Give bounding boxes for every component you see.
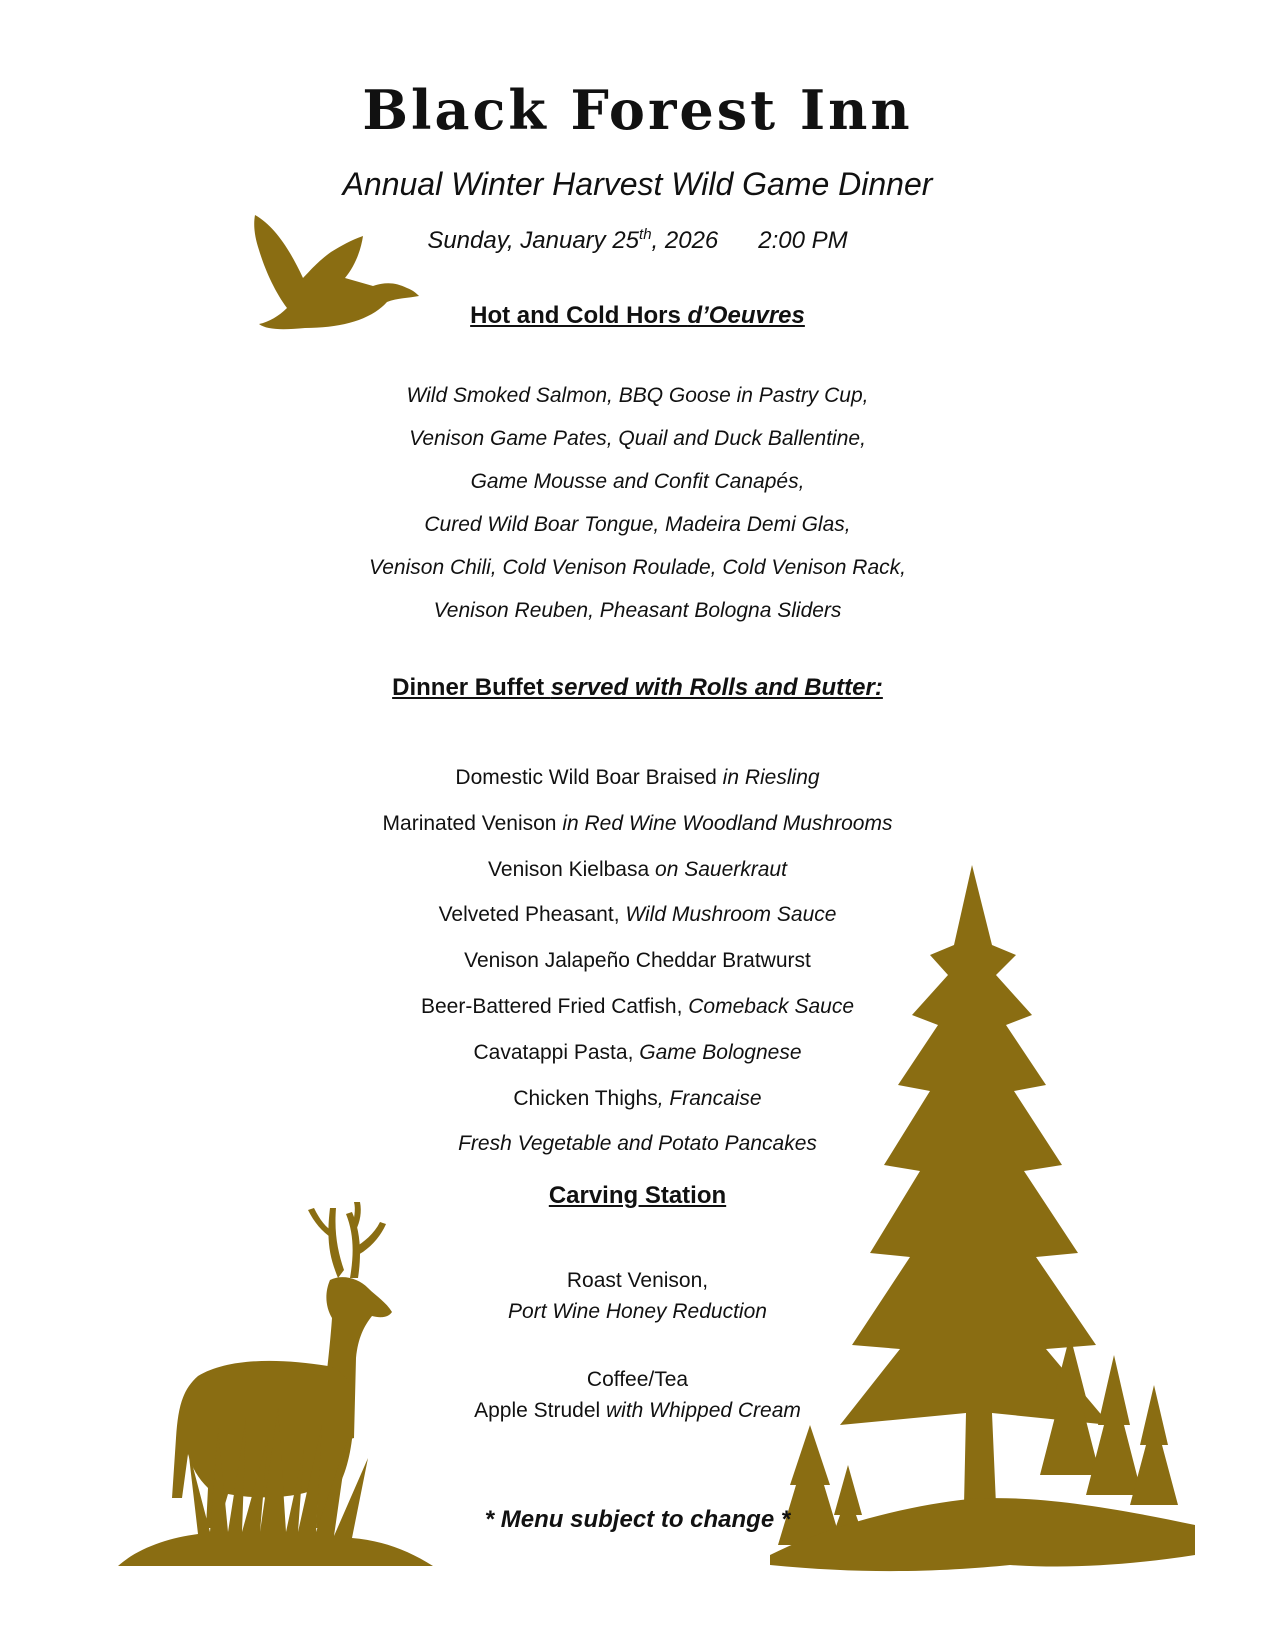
menu-disclaimer: * Menu subject to change *	[484, 1506, 791, 1533]
dessert-line	[0, 1395, 1275, 1426]
dish-name: Domestic Wild Boar Braised	[455, 766, 723, 789]
heading-text: Dinner Buffet	[392, 674, 551, 701]
dish-name: Cavatappi Pasta,	[473, 1040, 640, 1064]
buffet-list	[0, 755, 1275, 1167]
date-text: Sunday, January 25	[427, 227, 640, 254]
list-item	[0, 1121, 1275, 1167]
date-year: , 2026	[651, 227, 719, 254]
list-item	[0, 938, 1275, 984]
dish-note: in Red Wine Woodland Mushrooms	[562, 811, 893, 835]
list-item	[0, 1076, 1275, 1122]
list-item	[0, 847, 1275, 893]
dish-note: on Sauerkraut	[655, 857, 787, 881]
dish-name: Venison Kielbasa	[488, 857, 656, 881]
dish-name: Marinated Venison	[382, 811, 563, 835]
dish-note: Comeback Sauce	[688, 994, 855, 1018]
section-heading-hors-doeuvres	[0, 300, 1275, 332]
list-item	[0, 984, 1275, 1030]
section-heading-dinner-buffet	[0, 672, 1275, 704]
carving-item	[0, 1265, 1275, 1327]
list-item: Cured Wild Boar Tongue, Madeira Demi Glas,	[424, 513, 851, 536]
list-item: Venison Game Pates, Quail and Duck Ballentine,	[409, 427, 866, 450]
event-time: 2:00 PM	[758, 227, 848, 254]
list-item	[0, 1030, 1275, 1076]
event-subtitle: Annual Winter Harvest Wild Game Dinner	[342, 166, 933, 202]
roast-name: Roast Venison,	[566, 1269, 709, 1292]
heading-italic-text: d’Oeuvres	[687, 302, 805, 329]
list-item: Wild Smoked Salmon, BBQ Goose in Pastry Cup,	[406, 384, 869, 407]
list-item	[0, 801, 1275, 847]
date-ordinal: th	[639, 226, 652, 243]
list-item: Venison Chili, Cold Venison Roulade, Cold Venison Rack,	[369, 556, 906, 579]
hors-doeuvres-list	[0, 374, 1275, 632]
roast-sauce: Port Wine Honey Reduction	[508, 1300, 767, 1323]
dish-name: Velveted Pheasant,	[438, 903, 626, 927]
dessert-item	[0, 1364, 1275, 1426]
dish-note: Wild Mushroom Sauce	[625, 903, 837, 927]
list-item: Game Mousse and Confit Canapés,	[470, 470, 805, 493]
list-item: Venison Reuben, Pheasant Bologna Sliders	[433, 599, 842, 622]
event-date	[0, 219, 1275, 257]
dessert-name: Apple Strudel	[474, 1399, 606, 1422]
heading-text: Hot and Cold Hors	[470, 302, 688, 329]
section-heading-carving-station: Carving Station	[548, 1182, 727, 1209]
heading-italic-text: served with Rolls and Butter:	[550, 674, 883, 701]
list-item	[0, 892, 1275, 938]
dessert-note: with Whipped Cream	[606, 1399, 801, 1422]
list-item	[0, 755, 1275, 801]
dish-note: , Francaise	[657, 1086, 762, 1110]
dish-name: Beer-Battered Fried Catfish,	[420, 994, 689, 1018]
dish-name: Venison Jalapeño Cheddar Bratwurst	[464, 949, 811, 973]
dish-name: Chicken Thighs	[513, 1086, 658, 1110]
dish-note: Fresh Vegetable and Potato Pancakes	[458, 1132, 817, 1156]
page-title: Black Forest Inn	[362, 78, 913, 142]
coffee-tea: Coffee/Tea	[586, 1368, 689, 1391]
dish-note: in Riesling	[722, 766, 820, 789]
dish-note: Game Bolognese	[639, 1040, 802, 1064]
